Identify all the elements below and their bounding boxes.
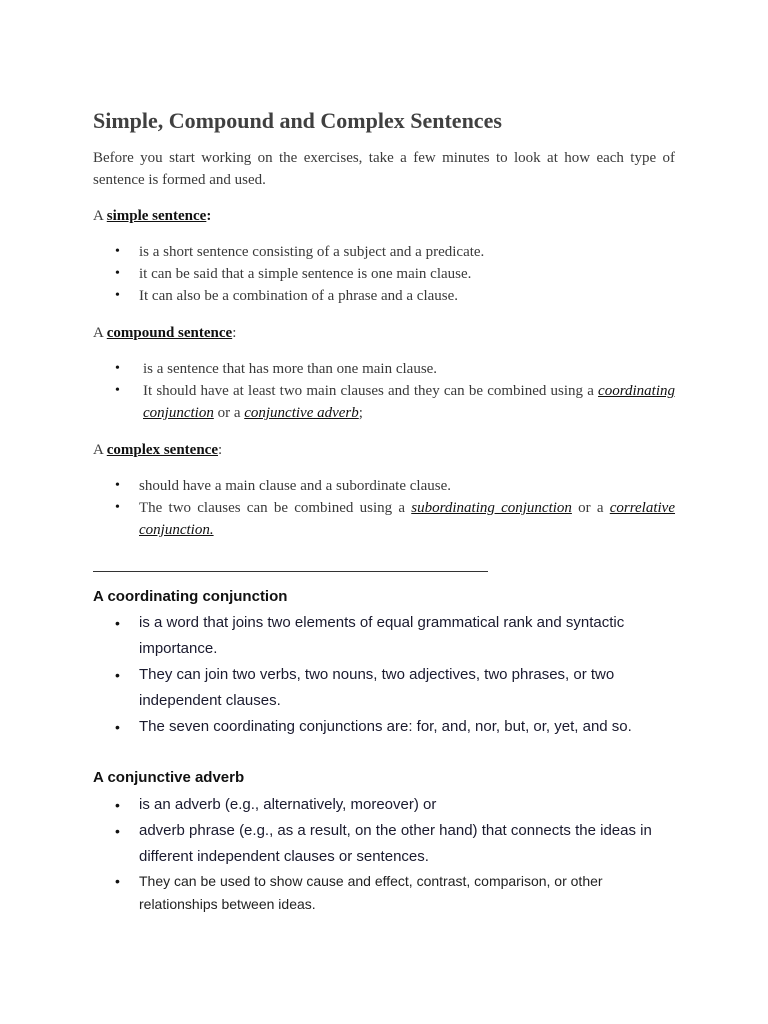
bullet-icon: • — [115, 823, 120, 839]
compound-sentence-list — [93, 358, 675, 424]
bullet-icon: • — [115, 361, 120, 376]
list-item: • It can also be a combination of a phrase and a clause. — [93, 285, 675, 307]
compound-sentence-heading — [93, 322, 236, 344]
list-item: • is a sentence that has more than one main clause. — [93, 358, 675, 380]
bullet-icon: • — [115, 383, 120, 398]
compound-term: compound sentence — [106, 325, 233, 341]
list-item: • The seven coordinating conjunctions are: for, and, nor, but, or, yet, and so. — [93, 714, 675, 740]
bullet-icon: • — [115, 266, 120, 281]
complex-term: complex sentence — [106, 442, 218, 458]
list-item: • They can be used to show cause and effect, contrast, comparison, or other relationships between ideas. — [93, 870, 675, 916]
simple-prefix: A — [93, 208, 107, 224]
simple-sentence-list — [93, 241, 675, 307]
list-item: • adverb phrase (e.g., as a result, on the other hand) that connects the ideas in different independent clauses or sentences. — [93, 818, 675, 870]
complex-prefix: A — [93, 442, 107, 458]
bullet-icon: • — [115, 615, 120, 631]
conjunctive-adverb-heading: A conjunctive adverb — [93, 769, 245, 786]
intro-paragraph: Before you start working on the exercises, take a few minutes to look at how each type of sentence is formed and used. — [93, 150, 675, 188]
bullet-icon: • — [115, 667, 120, 683]
list-item: • is a word that joins two elements of equal grammatical rank and syntactic importance. — [93, 610, 675, 662]
compound-prefix: A — [93, 325, 107, 341]
list-item: • should have a main clause and a subordinate clause. — [93, 475, 675, 497]
list-item: • is an adverb (e.g., alternatively, moreover) or — [93, 792, 675, 818]
bullet-icon: • — [115, 288, 120, 303]
bullet-icon: • — [115, 797, 120, 813]
list-item: • is a short sentence consisting of a subject and a predicate. — [93, 241, 675, 263]
bullet-icon: • — [115, 719, 120, 735]
bullet-icon: • — [115, 244, 120, 259]
list-item: • The two clauses can be combined using a subordinating conjunction or a correlative conjunction. — [93, 497, 675, 541]
complex-sentence-heading — [93, 439, 222, 461]
bullet-icon: • — [115, 478, 120, 493]
conjunctive-adverb-list — [93, 792, 675, 916]
bullet-icon: • — [115, 500, 120, 515]
coordinating-conjunction-list — [93, 610, 675, 740]
coordinating-conjunction-heading: A coordinating conjunction — [93, 588, 288, 605]
complex-sentence-list — [93, 475, 675, 541]
correlative-conjunction-link[interactable]: correlative conjunction. — [139, 500, 676, 538]
coordinating-conjunction-link[interactable]: coordinating conjunction — [143, 383, 675, 421]
page-title: Simple, Compound and Complex Sentences — [93, 108, 502, 133]
section-divider — [93, 571, 488, 572]
simple-suffix: : — [206, 208, 212, 224]
complex-suffix: : — [217, 442, 223, 458]
list-item: • It should have at least two main clauses and they can be combined using a coordinating conjunction or a conjunctive adverb; — [93, 380, 675, 424]
list-item: • it can be said that a simple sentence is one main clause. — [93, 263, 675, 285]
conjunctive-adverb-link[interactable]: conjunctive adverb — [244, 405, 359, 421]
subordinating-conjunction-link[interactable]: subordinating conjunction — [411, 500, 572, 516]
simple-sentence-heading — [93, 205, 211, 227]
simple-term: simple sentence — [106, 208, 207, 224]
list-item: • They can join two verbs, two nouns, two adjectives, two phrases, or two independent clauses. — [93, 662, 675, 714]
compound-suffix: : — [232, 325, 237, 341]
bullet-icon: • — [115, 873, 120, 889]
